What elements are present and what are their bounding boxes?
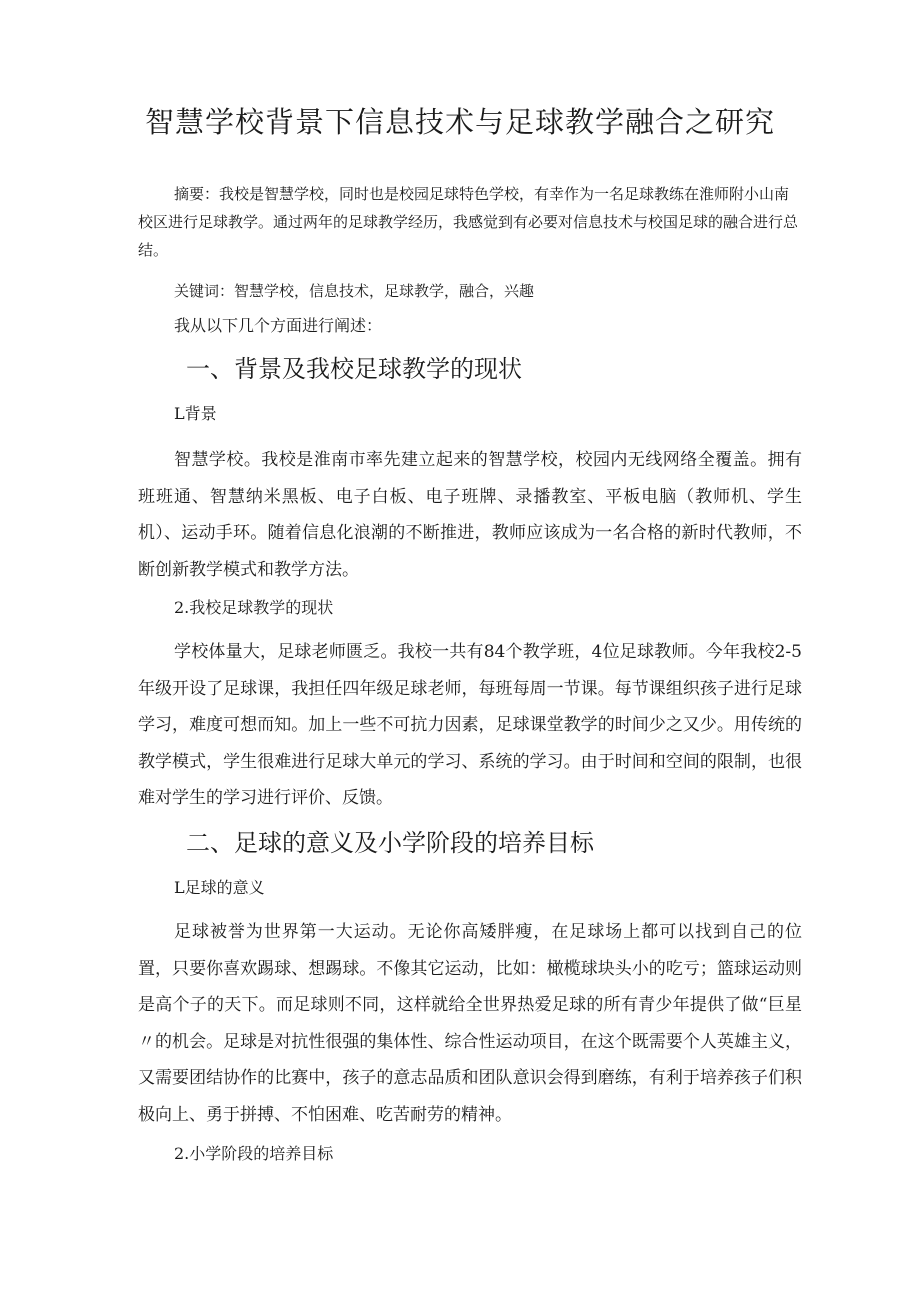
section-2-sub-1: L足球的意义: [174, 878, 265, 897]
section-2-paragraph-1: 足球被誉为世界第一大运动。无论你高矮胖瘦，在足球场上都可以找到自己的位置，只要你喜欢踢球、想踢球。不像其它运动，比如：橄榄球块头小的吃亏；篮球运动则是高个子的天下。而足球则不同，这样就给全世界热爱足球的所有青少年提供了做“巨星〃的机会。足球是对抗性很强的集体性、综合性运动项目，在这个既需要个人英雄主义，又需要团结协作的比赛中，孩子的意志品质和团队意识会得到磨练，有利于培养孩子们积极向上、勇于拼搏、不怕困难、吃苦耐劳的精神。: [138, 922, 802, 1125]
section-1-sub-2: 2.我校足球教学的现状: [174, 598, 334, 617]
section-1-paragraph-1: 智慧学校。我校是淮南市率先建立起来的智慧学校，校园内无线网络全覆盖。拥有班班通、智慧纳米黑板、电子白板、电子班牌、录播教室、平板电脑（教师机、学生机）、运动手环。随着信息化浪潮的不断推进，教师应该成为一名合格的新时代教师，不断创新教学模式和教学方法。: [138, 450, 802, 580]
section-2-sub-2: 2.小学阶段的培养目标: [174, 1144, 334, 1163]
section-1-sub-1: L背景: [174, 404, 217, 423]
section-2-heading: 二、足球的意义及小学阶段的培养目标: [186, 829, 594, 857]
document-title: 智慧学校背景下信息技术与足球教学融合之研究: [144, 105, 775, 139]
keywords: 关键词：智慧学校，信息技术，足球教学，融合，兴趣: [174, 282, 535, 300]
intro-sentence: 我从以下几个方面进行阐述：: [174, 316, 383, 335]
section-1-paragraph-2: 学校体量大，足球老师匮乏。我校一共有84个教学班，4位足球教师。今年我校2-5年级开设了足球课，我担任四年级足球老师，每班每周一节课。每节课组织孩子进行足球学习，难度可想而知。加上一些不可抗力因素，足球课堂教学的时间少之又少。用传统的教学模式，学生很难进行足球大单元的学习、系统的学习。由于时间和空间的限制，也很难对学生的学习进行评价、反馈。: [138, 642, 802, 808]
abstract: 摘要：我校是智慧学校，同时也是校园足球特色学校，有幸作为一名足球教练在淮师附小山南校区进行足球教学。通过两年的足球教学经历，我感觉到有必要对信息技术与校国足球的融合进行总结。: [138, 185, 799, 259]
section-1-heading: 一、背景及我校足球教学的现状: [186, 355, 522, 383]
